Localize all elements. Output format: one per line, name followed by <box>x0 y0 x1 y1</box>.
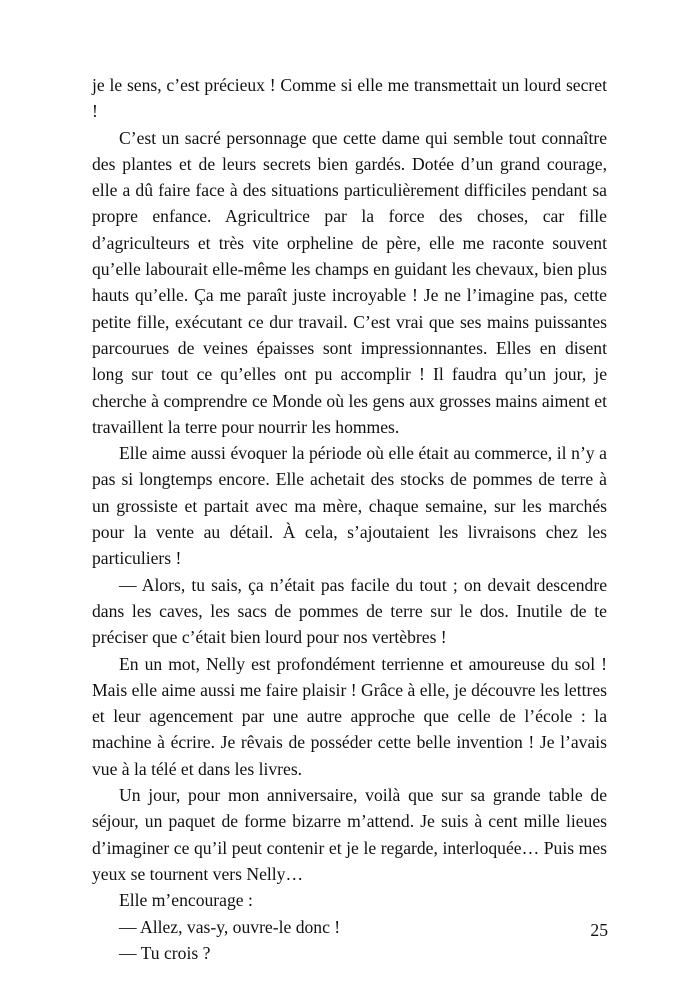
paragraph-nelly-portrait: C’est un sacré personnage que cette dame qui semble tout connaître des plantes et de leurs secrets bien gardés. Dotée d’un grand courage, elle a dû faire face à des situations particulièrement difficiles pendant sa propre enfance. Agricultrice par la force des choses, car fille d’agriculteurs et très vite orpheline de père, elle me raconte souvent qu’elle labourait elle-même les champs en guidant les chevaux, bien plus hauts qu’elle. Ça me paraît juste incroyable ! Je ne l’imagine pas, cette petite fille, exécutant ce dur travail. C’est vrai que ses mains puissantes parcourues de veines épaisses sont impressionnantes. Elles en disent long sur tout ce qu’elles ont pu accomplir ! Il faudra qu’un jour, je cherche à comprendre ce Monde où les gens aux grosses mains aiment et travaillent la terre pour nourrir les hommes. <box>92 127 607 437</box>
paragraph-anniversaire: Un jour, pour mon anniversaire, voilà que sur sa grande table de séjour, un paquet de forme bizarre m’attend. Je suis à cent mille lieues d’imaginer ce qu’il peut contenir et je le regarde, interloquée… Puis mes yeux se tournent vers Nelly… <box>92 785 607 884</box>
paragraph-machine-a-ecrire: En un mot, Nelly est profondément terrienne et amoureuse du sol ! Mais elle aime aussi me faire plaisir ! Grâce à elle, je découvre les lettres et leur agencement par une autre approche que celle de l’école : la machine à écrire. Je rêvais de posséder cette belle invention ! Je l’avais vue à la télé et dans les livres. <box>92 653 607 779</box>
page-body <box>92 72 607 966</box>
dialogue-caves: — Alors, tu sais, ça n’était pas facile du tout ; on devait descendre dans les caves, les sacs de pommes de terre sur le dos. Inutile de te préciser que c’était bien lourd pour nos vertèbres ! <box>92 574 607 648</box>
paragraph-commerce: Elle aime aussi évoquer la période où elle était au commerce, il n’y a pas si longtemps encore. Elle achetait des stocks de pommes de terre à un grossiste et partait avec ma mère, chaque semaine, sur les marchés pour la vente au détail. À cela, s’ajoutaient les livraisons chez les particuliers ! <box>92 443 607 569</box>
paragraph-encouragement: Elle m’encourage : <box>119 890 253 911</box>
page-number: 25 <box>590 920 608 940</box>
dialogue-ouvre-le: — Allez, vas-y, ouvre-le donc ! <box>119 916 341 937</box>
paragraph-continuation: je le sens, c’est précieux ! Comme si elle me transmettait un lourd secret ! <box>92 75 607 122</box>
dialogue-tu-crois: — Tu crois ? <box>119 942 211 963</box>
